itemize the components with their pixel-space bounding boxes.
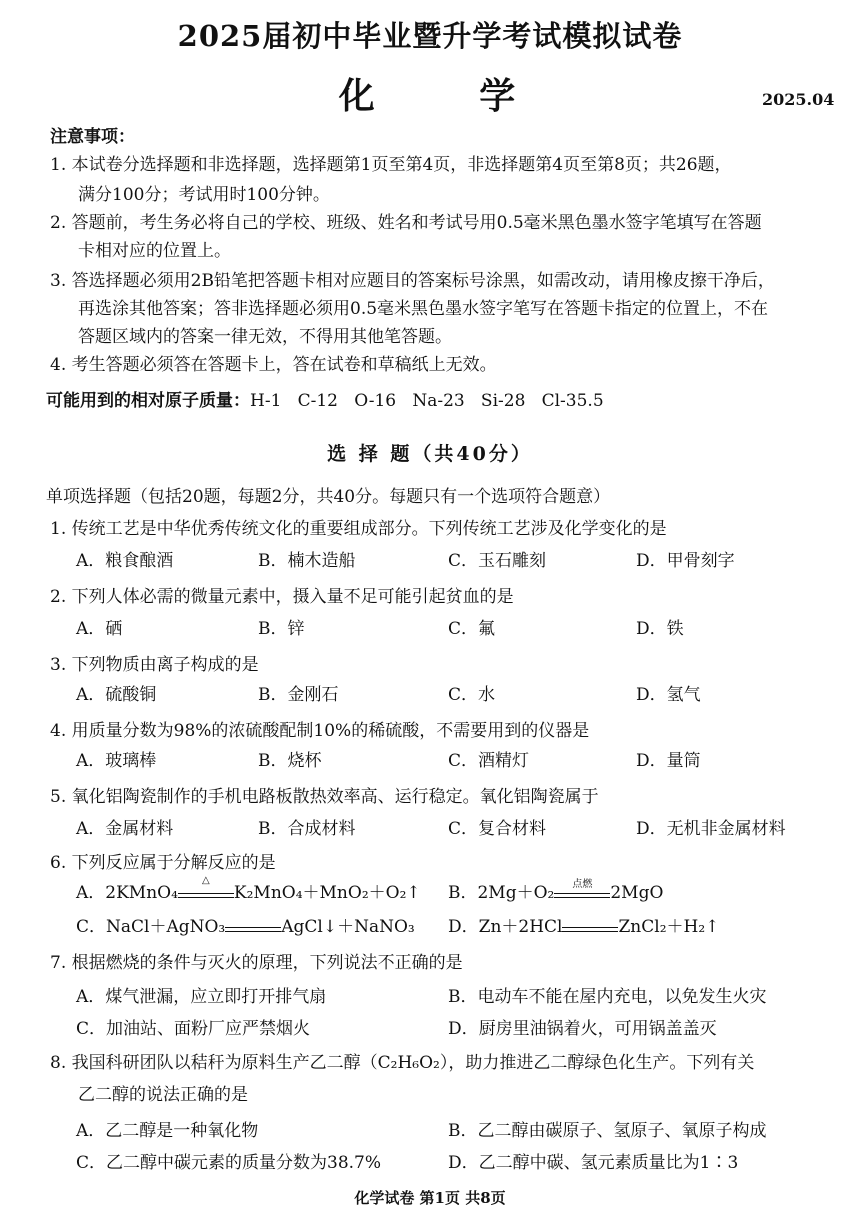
question-stem: 1. 传统工艺是中华优秀传统文化的重要组成部分。下列传统工艺涉及化学变化的是 (50, 519, 667, 539)
question-stem: 4. 用质量分数为98%的浓硫酸配制10%的稀硫酸，不需要用到的仪器是 (50, 721, 590, 741)
note-line: 2. 答题前，考生务必将自己的学校、班级、姓名和考试号用0.5毫米黑色墨水签字笔填写在答题 (50, 213, 762, 233)
question-stem-continued: 乙二醇的说法正确的是 (78, 1085, 248, 1105)
option-b: B．电动车不能在屋内充电，以免发生火灾 (448, 987, 767, 1007)
equation-reactants: A．2KMnO₄ (76, 883, 178, 903)
option-a (76, 875, 421, 903)
question-stem: 2. 下列人体必需的微量元素中，摄入量不足可能引起贫血的是 (50, 587, 514, 607)
option-c: C．复合材料 (448, 819, 547, 839)
question-stem: 7. 根据燃烧的条件与灭火的原理，下列说法不正确的是 (50, 953, 463, 973)
equation-reactants: C．NaCl＋AgNO₃ (76, 917, 226, 937)
note-line: 1. 本试卷分选择题和非选择题，选择题第1页至第4页，非选择题第4页至第8页；共26题， (50, 155, 732, 175)
note-line: 再选涂其他答案；答非选择题必须用0.5毫米黑色墨水签字笔写在答题卡指定的位置上，不在 (78, 299, 769, 319)
section-title: 选 择 题（共40分） (327, 443, 533, 465)
option-b: B．乙二醇由碳原子、氢原子、氧原子构成 (448, 1121, 767, 1141)
option-c: C．酒精灯 (448, 751, 530, 771)
atomic-mass-label: 可能用到的相对原子质量： (46, 391, 250, 411)
option-d: D．无机非金属材料 (636, 819, 786, 839)
option-a: A．玻璃棒 (76, 751, 157, 771)
option-b: B．烧杯 (258, 751, 322, 771)
equation-products: ZnCl₂＋H₂↑ (618, 917, 720, 937)
option-a: A．硫酸铜 (76, 685, 157, 705)
notes-heading: 注意事项： (50, 127, 135, 147)
exam-date: 2025.04 (762, 90, 835, 109)
equation-arrow (562, 919, 618, 932)
atomic-mass-values: H-1 C-12 O-16 Na-23 Si-28 Cl-35.5 (250, 391, 604, 411)
section-instruction: 单项选择题（包括20题，每题2分，共40分。每题只有一个选项符合题意） (46, 487, 611, 507)
option-c: C．玉石雕刻 (448, 551, 547, 571)
option-c: C．乙二醇中碳元素的质量分数为38.7% (76, 1153, 382, 1173)
note-line: 答题区域内的答案一律无效，不得用其他笔答题。 (78, 327, 452, 347)
option-d: D．量筒 (636, 751, 701, 771)
equation-arrow (554, 879, 610, 898)
note-line: 满分100分；考试用时100分钟。 (78, 185, 330, 205)
option-d: D．厨房里油锅着火，可用锅盖盖灭 (448, 1019, 717, 1039)
option-c (76, 912, 415, 937)
option-c: C．水 (448, 685, 496, 705)
equation-reactants: D．Zn＋2HCl (448, 917, 563, 937)
option-a: A．乙二醇是一种氧化物 (76, 1121, 259, 1141)
option-b: B．金刚石 (258, 685, 339, 705)
reaction-condition: 点燃 (572, 879, 593, 890)
equation-reactants: B．2Mg＋O₂ (448, 883, 555, 903)
subject-title: 化 学 (338, 75, 562, 117)
option-d: D．氢气 (636, 685, 701, 705)
equation-arrow (225, 919, 281, 932)
equation-products: 2MgO (610, 883, 664, 903)
option-c: C．氟 (448, 619, 496, 639)
equation-products: K₂MnO₄＋MnO₂＋O₂↑ (233, 883, 421, 903)
option-b: B．锌 (258, 619, 305, 639)
option-d: D．甲骨刻字 (636, 551, 735, 571)
option-b: B．楠木造船 (258, 551, 356, 571)
question-stem: 6. 下列反应属于分解反应的是 (50, 853, 276, 873)
exam-title: 2025届初中毕业暨升学考试模拟试卷 (177, 19, 683, 53)
note-line: 卡相对应的位置上。 (78, 241, 231, 261)
option-b (448, 878, 663, 903)
question-stem: 5. 氧化铝陶瓷制作的手机电路板散热效率高、运行稳定。氧化铝陶瓷属于 (50, 787, 599, 807)
option-a: A．金属材料 (76, 819, 174, 839)
option-b: B．合成材料 (258, 819, 356, 839)
atomic-masses (46, 386, 604, 411)
option-a: A．粮食酿酒 (76, 551, 174, 571)
page-footer: 化学试卷 第1页 共8页 (354, 1189, 506, 1207)
equation-arrow (178, 875, 234, 898)
note-line: 3. 答选择题必须用2B铅笔把答题卡相对应题目的答案标号涂黑，如需改动，请用橡皮擦干净后， (50, 271, 775, 291)
option-a: A．硒 (76, 619, 123, 639)
option-d: D．铁 (636, 619, 684, 639)
option-c: C．加油站、面粉厂应严禁烟火 (76, 1019, 311, 1039)
equation-products: AgCl↓＋NaNO₃ (281, 917, 415, 937)
question-stem: 8. 我国科研团队以秸秆为原料生产乙二醇（C₂H₆O₂），助力推进乙二醇绿色化生产。下列有关 (50, 1053, 755, 1073)
note-line: 4. 考生答题必须答在答题卡上，答在试卷和草稿纸上无效。 (50, 355, 497, 375)
option-d: D．乙二醇中碳、氢元素质量比为1∶3 (448, 1153, 739, 1173)
reaction-condition: △ (202, 875, 210, 886)
option-d (448, 912, 719, 937)
option-a: A．煤气泄漏，应立即打开排气扇 (76, 987, 327, 1007)
question-stem: 3. 下列物质由离子构成的是 (50, 655, 259, 675)
